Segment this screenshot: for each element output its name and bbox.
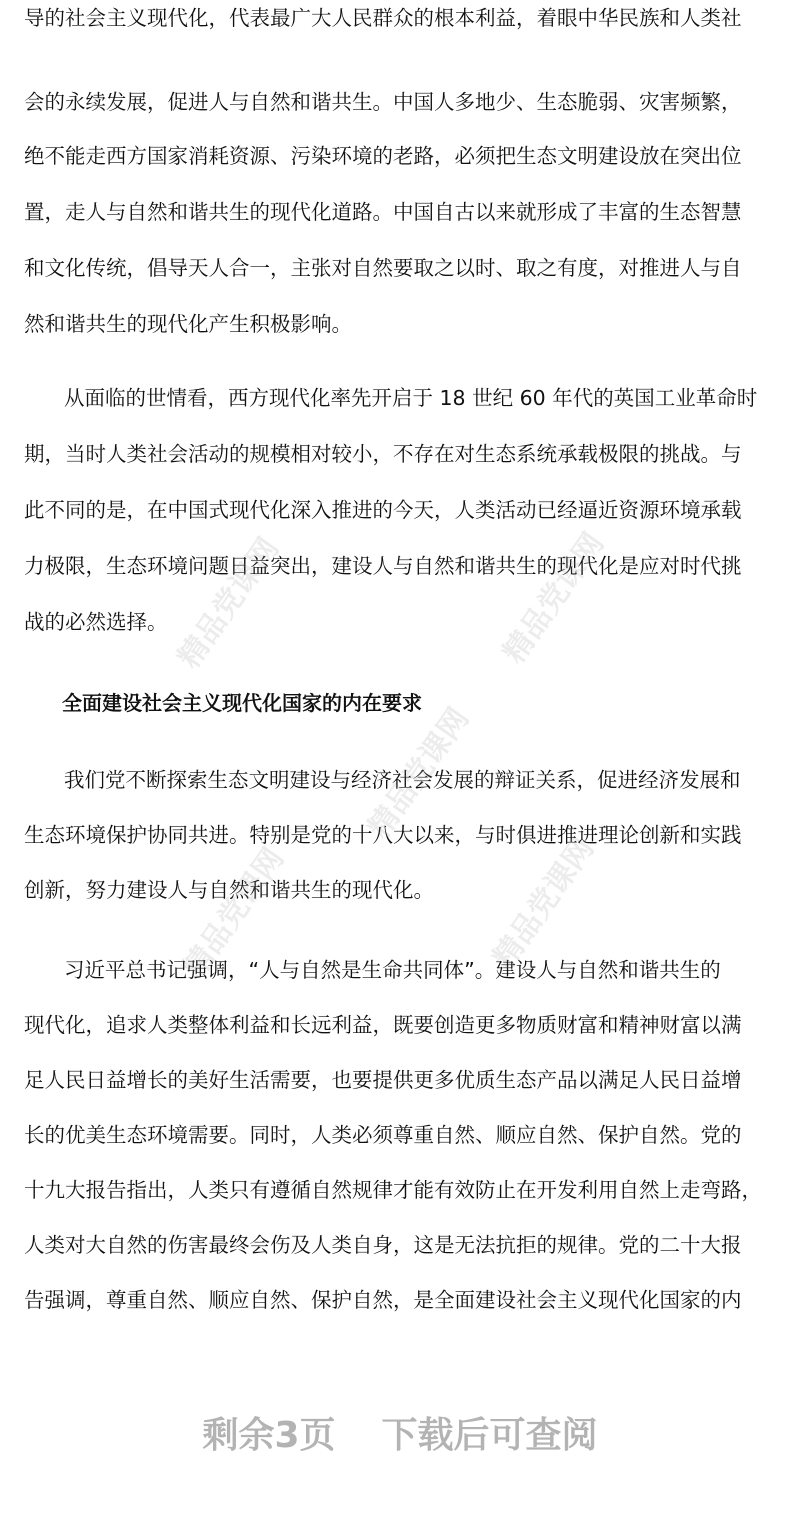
text-line: 我们党不断探索生态文明建设与经济社会发展的辩证关系，促进经济发展和 — [64, 768, 741, 792]
text-line: 十九大报告指出，人类只有遵循自然规律才能有效防止在开发利用自然上走弯路， — [24, 1178, 762, 1202]
text-line: 绝不能走西方国家消耗资源、污染环境的老路，必须把生态文明建设放在突出位 — [24, 144, 742, 168]
text-line: 生态环境保护协同共进。特别是党的十八大以来，与时俱进推进理论创新和实践 — [24, 823, 742, 847]
text-line: 置，走人与自然和谐共生的现代化道路。中国自古以来就形成了丰富的生态智慧 — [24, 200, 742, 224]
text-line: 创新，努力建设人与自然和谐共生的现代化。 — [24, 878, 434, 902]
text-line: 导的社会主义现代化，代表最广大人民群众的根本利益，着眼中华民族和人类社 — [24, 6, 742, 30]
remaining-pages-banner[interactable] — [0, 1414, 800, 1458]
text-line: 然和谐共生的现代化产生积极影响。 — [24, 312, 352, 336]
text-line: 现代化，追求人类整体利益和长远利益，既要创造更多物质财富和精神财富以满 — [24, 1013, 742, 1037]
watermark: 精品党课网 — [361, 701, 477, 845]
text-line: 从面临的世情看，西方现代化率先开启于 18 世纪 60 年代的英国工业革命时 — [64, 386, 758, 410]
watermark: 精品党课网 — [171, 531, 287, 675]
text-line: 期，当时人类社会活动的规模相对较小，不存在对生态系统承载极限的挑战。与 — [24, 442, 742, 466]
text-line: 此不同的是，在中国式现代化深入推进的今天，人类活动已经逼近资源环境承载 — [24, 498, 742, 522]
text-line: 长的优美生态环境需要。同时，人类必须尊重自然、顺应自然、保护自然。党的 — [24, 1123, 742, 1147]
download-prompt[interactable]: 下载后可查阅 — [381, 1415, 598, 1456]
text-line: 会的永续发展，促进人与自然和谐共生。中国人多地少、生态脆弱、灾害频繁， — [24, 90, 742, 114]
text-line: 足人民日益增长的美好生活需要，也要提供更多优质生态产品以满足人民日益增 — [24, 1068, 742, 1092]
text-line: 和文化传统，倡导天人合一，主张对自然要取之以时、取之有度，对推进人与自 — [24, 256, 742, 280]
watermark: 精品党课网 — [486, 831, 602, 975]
section-heading: 全面建设社会主义现代化国家的内在要求 — [62, 691, 422, 715]
text-line: 战的必然选择。 — [24, 610, 168, 634]
watermark: 精品党课网 — [176, 841, 292, 985]
text-line: 告强调，尊重自然、顺应自然、保护自然，是全面建设社会主义现代化国家的内 — [24, 1288, 742, 1312]
text-line: 人类对大自然的伤害最终会伤及人类自身，这是无法抗拒的规律。党的二十大报 — [24, 1233, 742, 1257]
text-line: 力极限，生态环境问题日益突出，建设人与自然和谐共生的现代化是应对时代挑 — [24, 554, 742, 578]
watermark: 精品党课网 — [496, 526, 612, 670]
text-line: 习近平总书记强调，“人与自然是生命共同体”。建设人与自然和谐共生的 — [64, 958, 721, 982]
remaining-pages-label: 剩余3页 — [202, 1415, 336, 1456]
